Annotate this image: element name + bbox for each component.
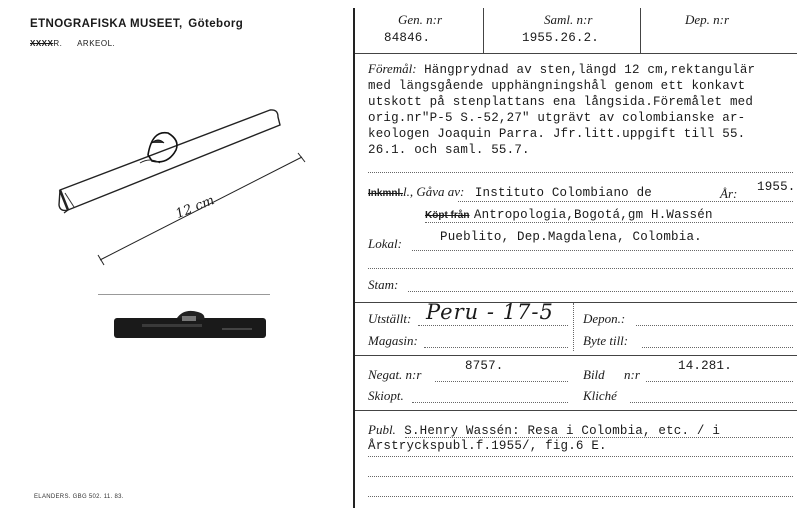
pendant-photo — [112, 308, 272, 344]
negat-label: Negat. n:r — [368, 367, 422, 382]
ar-label: År: — [720, 186, 738, 201]
publ-line-1: S.Henry Wassén: Resa i Colombia, etc. / i — [404, 424, 721, 438]
ar-value: 1955. — [757, 180, 796, 194]
stam-rule — [408, 291, 793, 292]
magasin-label: Magasin: — [368, 333, 418, 348]
lokal-value: Pueblito, Dep.Magdalena, Colombia. — [440, 230, 702, 244]
foremal-line-4: orig.nr"P-5 S.-52,27" utgrävt av colombianske ar- — [368, 111, 746, 125]
saml-nr-value: 1955.26.2. — [522, 31, 600, 45]
kliche-rule — [630, 402, 793, 403]
storage-col-sep — [573, 303, 574, 351]
gava-row-2 — [425, 205, 713, 223]
publ-label: Publ. — [368, 422, 396, 437]
foremal-line-6: 26.1. och saml. 55.7. — [368, 143, 530, 157]
department-struck: XXXX — [30, 39, 54, 48]
foremal-section — [368, 60, 798, 159]
museum-city: Göteborg — [188, 18, 244, 30]
gen-nr-label: Gen. n:r — [398, 12, 443, 27]
museum-name: ETNOGRAFISKA MUSEET, — [30, 18, 183, 30]
publ-rule-3 — [368, 476, 793, 477]
gava-rule-2 — [425, 222, 793, 223]
depon-label: Depon.: — [583, 311, 626, 326]
publ-rule-4 — [368, 496, 793, 497]
gava-label: l., Gåva av: — [403, 184, 465, 199]
utstallt-label: Utställt: — [368, 311, 412, 326]
storage-underline — [355, 355, 797, 356]
saml-nr-label: Saml. n:r — [544, 12, 593, 27]
print-code: ELANDERS. GBG 502. 11. 83. — [34, 494, 124, 500]
publ-rule-1 — [405, 437, 793, 438]
stam-label: Stam: — [368, 277, 399, 292]
utstallt-value: Peru - 17-5 — [426, 300, 554, 324]
gen-nr-value: 84846. — [384, 31, 431, 45]
bild-rule — [646, 381, 793, 382]
depon-rule — [636, 325, 793, 326]
stam-underline — [355, 302, 797, 303]
gava-struck-1: Inkmnl. — [368, 188, 404, 199]
foremal-line-3: utskott på stenplattans ena långsida.Föremålet med — [368, 95, 754, 109]
foremal-label: Föremål: — [368, 61, 417, 76]
lokal-label: Lokal: — [368, 236, 402, 251]
card-divider — [353, 8, 355, 508]
foremal-line-2: med längsgående upphängningshål genom ett konkavt — [368, 79, 746, 93]
bild-value: 14.281. — [678, 359, 732, 373]
gava-line-1: Instituto Colombiano de — [474, 186, 652, 200]
lokal-rule-2 — [368, 268, 793, 269]
foremal-rule-extra — [368, 172, 793, 173]
dep-nr-label: Dep. n:r — [685, 12, 730, 27]
bild-label: Bild — [583, 367, 605, 382]
col-sep-2 — [640, 8, 641, 53]
negat-value: 8757. — [465, 359, 504, 373]
negat-rule — [435, 381, 568, 382]
skiopt-label: Skiopt. — [368, 388, 404, 403]
byte-label: Byte till: — [583, 333, 629, 348]
museum-header — [30, 18, 243, 30]
gava-line-2: Antropologia,Bogotá,gm H.Wassén — [473, 208, 713, 222]
gava-struck-2: Köpt från — [425, 210, 470, 221]
magasin-rule — [424, 347, 568, 348]
foremal-line-1: Hängprydnad av sten,längd 12 cm,rektangulär — [424, 63, 756, 77]
separator-line — [98, 294, 270, 295]
kliche-label: Kliché — [583, 388, 617, 403]
department-tail: R. — [53, 39, 63, 48]
utstallt-rule — [418, 325, 568, 326]
col-sep-1 — [483, 8, 484, 53]
publ-rule-2 — [368, 456, 793, 457]
byte-rule — [642, 347, 793, 348]
gava-rule-1 — [458, 201, 793, 202]
publ-line-2: Årstryckspubl.f.1955/, fig.6 E. — [368, 439, 607, 453]
department-line — [30, 39, 115, 48]
arkeol-label: ARKEOL. — [77, 39, 116, 48]
foremal-line-5: keologen Joaquin Parra. Jfr.litt.uppgift till 55. — [368, 127, 746, 141]
size-label: 12 cm — [173, 192, 217, 223]
bild-nr-label: n:r — [624, 367, 640, 382]
photo-underline — [355, 410, 797, 411]
pendant-sketch — [40, 95, 330, 270]
lokal-rule-1 — [412, 250, 793, 251]
header-underline — [355, 53, 797, 54]
skiopt-rule — [412, 402, 568, 403]
